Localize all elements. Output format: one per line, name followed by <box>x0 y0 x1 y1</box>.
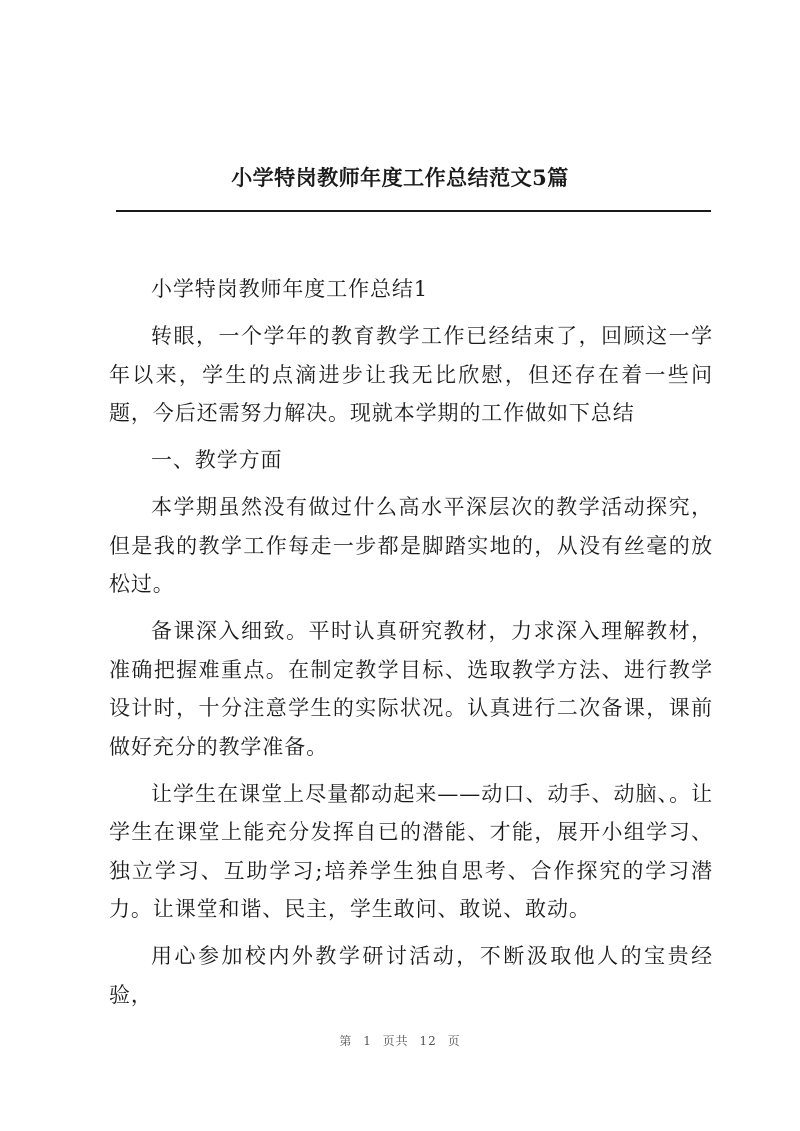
title-divider <box>116 210 711 212</box>
footer-prefix: 第 <box>339 1034 353 1048</box>
body-paragraph: 本学期虽然没有做过什么高水平深层次的教学活动探究，但是我的教学工作每走一步都是脚踏实地的，从没有丝毫的放松过。 <box>109 495 713 596</box>
section-heading: 一、教学方面 <box>151 448 283 472</box>
body-paragraph: 用心参加校内外教学研讨活动，不断汲取他人的宝贵经验， <box>109 944 713 1007</box>
body-paragraph: 备课深入细致。平时认真研究教材，力求深入理解教材，准确把握难重点。在制定教学目标、选取教学方法、进行教学设计时，十分注意学生的实际状况。认真进行二次备课，课前做好充分的教学准备。 <box>109 619 713 759</box>
footer-middle: 页共 <box>382 1034 409 1048</box>
section-heading: 小学特岗教师年度工作总结1 <box>151 277 429 301</box>
document-body <box>109 270 713 1023</box>
page-footer <box>0 1032 800 1049</box>
footer-total-pages: 12 <box>419 1034 437 1048</box>
body-paragraph: 让学生在课堂上尽量都动起来——动口、动手、动脑、。让学生在课堂上能充分发挥自已的潜能、才能，展开小组学习、独立学习、互助学习;培养学生独自思考、合作探究的学习潜力。让课堂和谐、民主，学生敢问、敢说、敢动。 <box>109 781 713 921</box>
document-title: 小学特岗教师年度工作总结范文5篇 <box>231 165 569 190</box>
footer-suffix: 页 <box>447 1034 461 1048</box>
footer-page-number: 1 <box>363 1034 372 1048</box>
body-paragraph: 转眼，一个学年的教育教学工作已经结束了，回顾这一学年以来，学生的点滴进步让我无比欣慰，但还存在着一些问题，今后还需努力解决。现就本学期的工作做如下总结 <box>109 324 713 425</box>
